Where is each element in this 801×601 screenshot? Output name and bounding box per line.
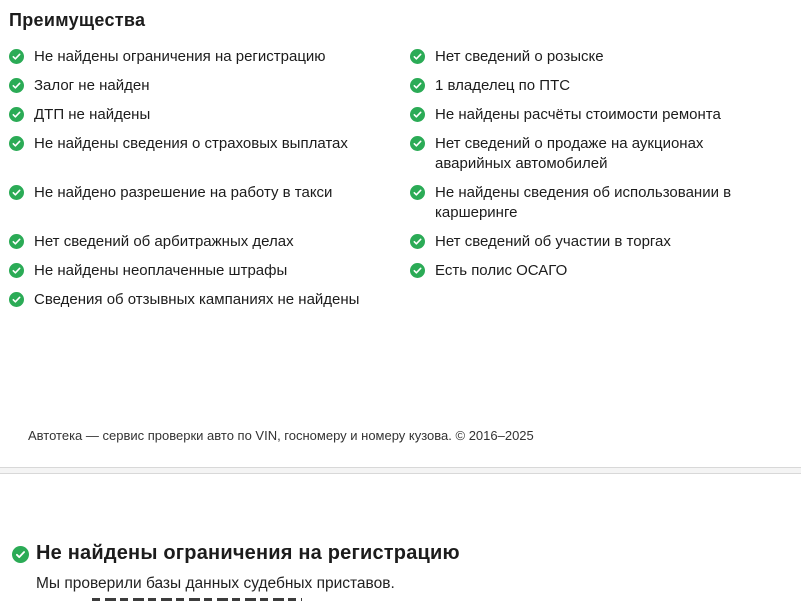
check-circle-icon bbox=[410, 107, 425, 122]
advantage-item bbox=[410, 105, 792, 125]
check-circle-icon bbox=[9, 49, 24, 64]
check-circle-icon bbox=[9, 292, 24, 307]
advantage-text: Не найдены сведения об использовании в каршеринге bbox=[435, 184, 732, 221]
check-circle-icon bbox=[9, 185, 24, 200]
check-circle-icon bbox=[9, 107, 24, 122]
check-circle-icon bbox=[9, 136, 24, 151]
advantage-text: Не найдены расчёты стоимости ремонта bbox=[435, 106, 721, 123]
advantage-text: Нет сведений об участии в торгах bbox=[435, 233, 671, 250]
advantage-item bbox=[9, 232, 410, 252]
advantage-text: Нет сведений о розыске bbox=[435, 48, 604, 65]
advantage-text: Сведения об отзывных кампаниях не найдены bbox=[34, 291, 360, 308]
advantages-grid bbox=[9, 47, 801, 310]
check-circle-icon bbox=[410, 49, 425, 64]
advantage-item bbox=[9, 183, 410, 223]
section-divider bbox=[0, 467, 801, 474]
advantage-item bbox=[410, 134, 792, 174]
advantage-text: Не найдены сведения о страховых выплатах bbox=[34, 135, 348, 152]
advantage-item bbox=[9, 261, 410, 281]
check-circle-icon bbox=[12, 546, 29, 563]
registration-check-title: Не найдены ограничения на регистрацию bbox=[36, 542, 460, 564]
advantage-item bbox=[410, 47, 792, 67]
advantage-item bbox=[410, 76, 792, 96]
check-circle-icon bbox=[410, 185, 425, 200]
advantage-item bbox=[9, 76, 410, 96]
advantage-text: Не найдены неоплаченные штрафы bbox=[34, 262, 288, 279]
advantage-item bbox=[410, 183, 792, 223]
advantage-item bbox=[410, 232, 792, 252]
check-circle-icon bbox=[410, 263, 425, 278]
advantage-text: Залог не найден bbox=[34, 77, 150, 94]
check-circle-icon bbox=[410, 78, 425, 93]
advantage-text: 1 владелец по ПТС bbox=[435, 77, 571, 94]
check-circle-icon bbox=[410, 136, 425, 151]
advantage-item bbox=[410, 290, 792, 310]
advantage-item bbox=[9, 134, 410, 174]
advantages-title: Преимущества bbox=[9, 10, 146, 30]
copyright-text: Автотека — сервис проверки авто по VIN, госномеру и номеру кузова. © 2016–2025 bbox=[28, 428, 534, 443]
advantage-text: Не найдены ограничения на регистрацию bbox=[34, 48, 326, 65]
registration-check-header bbox=[12, 542, 801, 565]
check-circle-icon bbox=[410, 234, 425, 249]
check-circle-icon bbox=[9, 78, 24, 93]
registration-check-description: Мы проверили базы данных судебных приставов. bbox=[36, 575, 395, 592]
check-circle-icon bbox=[9, 234, 24, 249]
advantage-item bbox=[9, 290, 410, 310]
advantage-item bbox=[9, 47, 410, 67]
advantage-item bbox=[9, 105, 410, 125]
check-circle-icon bbox=[9, 263, 24, 278]
advantage-text: Нет сведений о продаже на аукционах аварийных автомобилей bbox=[435, 135, 704, 172]
advantage-text: ДТП не найдены bbox=[34, 106, 151, 123]
advantage-text: Есть полис ОСАГО bbox=[435, 262, 568, 279]
advantage-text: Нет сведений об арбитражных делах bbox=[34, 233, 294, 250]
registration-check-section bbox=[0, 474, 801, 593]
advantage-text: Не найдено разрешение на работу в такси bbox=[34, 184, 333, 201]
advantage-item bbox=[410, 261, 792, 281]
